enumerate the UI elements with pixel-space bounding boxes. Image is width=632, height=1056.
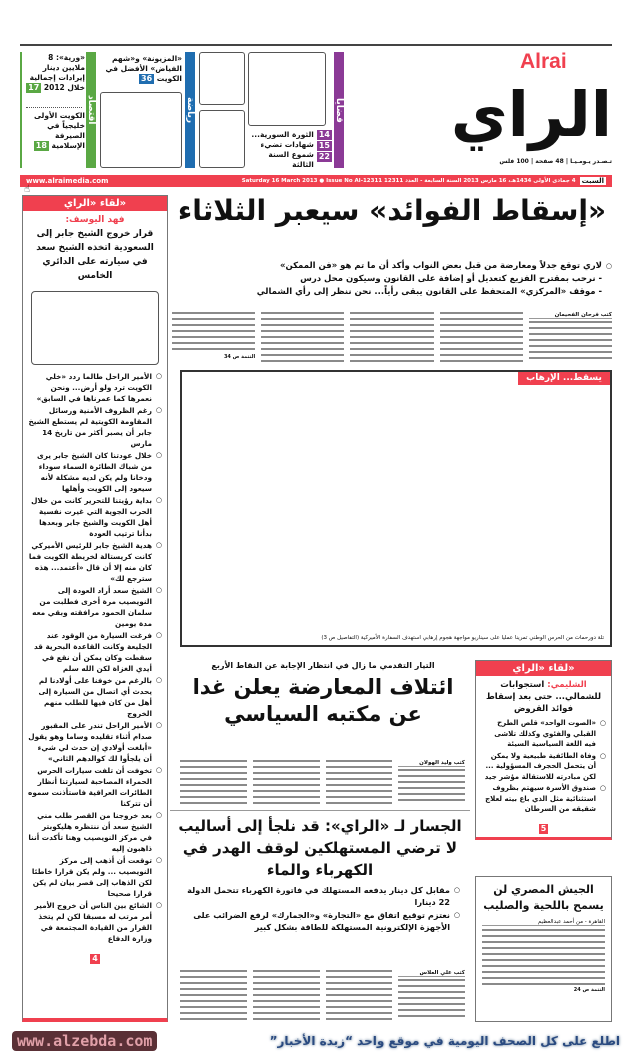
jassar-body [180, 970, 465, 1020]
bullet-item: ○ نعتزم توقيع اتفاق مع «التجارة» و«الجمارك» لرفع الضرائب على الأجهزة الإلكترونية المستهلكة للطاقة بشكل كبير [174, 909, 460, 933]
jassar-bullets [170, 881, 470, 933]
economy-teaser-text: الكويت الأولى خليجياً في الصيرفة الإسلامية [33, 111, 85, 150]
issues-photo [248, 52, 326, 126]
interview-name: الشليمي: [547, 680, 587, 690]
interview-headline[interactable]: استجوابات للشمالي... حتى بعد إسقاط فوائد القروض [485, 680, 602, 714]
website-link[interactable]: www.alraimedia.com [26, 177, 109, 185]
top-rule [20, 44, 612, 46]
economy-teaser-2[interactable] [23, 111, 85, 151]
footer-slogan: اطلع على كل الصحف اليومية في موقع واحد “زبدة الأخبار” [269, 1033, 620, 1048]
meta-line: تـصـدر يـومـيـا | 48 صفحة | 100 فلس [499, 158, 612, 165]
economy-teaser-text: «ورية»: 8 ملايين دينار إيرادات إجمالية خلال 2012 [29, 53, 85, 92]
section-issues: قضايا [334, 52, 344, 168]
interview-name: فهد اليوسف: [65, 215, 125, 225]
economy-teaser-1[interactable] [23, 53, 85, 93]
byline: كتب فرحان الفحيمان [529, 312, 612, 319]
photo-small-1 [199, 52, 245, 105]
interview-header: لقاء «الراي» [476, 661, 611, 676]
photo-small-2 [199, 110, 245, 168]
right-interview [475, 660, 612, 840]
bullet-item: ○ بالرغم من خوفنا على أولادنا لم يحدث أي اتصال من السيارة إلى أهل من كان فيها للطلب منهم الخروج [28, 675, 162, 719]
issues-teaser-text: الثورة السورية... شهادات تضيء شموع السنة الثالثة [251, 130, 314, 169]
bullet-item: ○ لاري توقع جدلاً ومعارضة من قبل بعض النواب وأكد أن ما تم هو «فن الممكن» [172, 260, 612, 272]
opposition-body [180, 760, 465, 805]
day-label: السبت [581, 177, 604, 185]
byline: كتب وليد الهولان [398, 760, 465, 767]
section-economy: اقتصاد [86, 52, 96, 168]
page-badge: 18 [35, 141, 47, 150]
interview-bullets [476, 718, 611, 815]
egypt-headline: الجيش المصري لن يسمح باللحية والصليب [483, 883, 604, 912]
page-badge: 36 [141, 74, 153, 83]
sports-photo [100, 92, 182, 168]
hand-pointer-icon: ☝ [24, 184, 31, 195]
bullet-item: ○ توقعت أن أذهب إلى مركز النويصيب ... ولم يكن قرارا خاطئا لكن الذهاب إلى قصر بيان لم يكن قرارا صحيحا [28, 855, 162, 899]
issues-teaser[interactable] [246, 130, 332, 170]
jassar-story[interactable] [170, 810, 470, 960]
bullet-item: - نرحب بمقترح الفزيع كتعديل أو إضافة على القانون وسيكون محل درس [300, 274, 602, 284]
interview-photo [31, 291, 159, 365]
bullet-item: ○ هدية الشيخ جابر للرئيس الأميركي كانت كريستالة لخريطة الكويت فما كان منه إلا أن قال «أعتمد... هذه سترجع لك» [28, 540, 162, 584]
bullet-item: ○ الأمير الراحل تندر على المقبور صدام أثناء تقليده وساما وهو يقول «أبلغت أولادي إن حدث لي شيء أن يلجأوا لك كوالدهم الثاني» [28, 720, 162, 764]
page-badge: 15 [318, 141, 330, 150]
sports-teaser[interactable] [100, 54, 182, 84]
photo-label: يسقط... الإرهاب [518, 372, 610, 385]
bullet-item: ○ وفاة الطائفية طبيعية ولا يمكن أن يتحمل الحجرف المسؤولية ... لكن مبادرته للاستقالة مؤشر جيد [481, 751, 606, 783]
jump-line: التتمة ص 24 [573, 987, 605, 993]
bullet-item: ○ مقابل كل دينار يدفعه المستهلك في فاتورة الكهرباء تتحمل الدولة 22 دينارا [174, 884, 460, 908]
masthead-logo [430, 50, 612, 168]
divider [26, 107, 82, 108]
bullet-item: ○ بداية رؤيتنا للتحرير كانت من خلال الحرب الجوية التي غيرت نفسية أهل الكويت والشيخ جابر وبعدها بدأنا ترتيب العودة [28, 495, 162, 539]
lead-headline[interactable]: «إسقاط الفوائد» سيعبر الثلاثاء [177, 194, 607, 227]
lead-photo [180, 370, 612, 647]
jassar-headline: الجسار لـ «الراي»: قد نلجأ إلى أساليب لا ترضي المستهلكين لوقف الهدر في الكهرباء والماء [178, 817, 462, 879]
page-badge: 14 [318, 130, 330, 139]
bullet-item: ○ صندوق الأسرة سيهتم بظروف استثنائية مثل الذي باع بيته لعلاج شقيقه من السرطان [481, 783, 606, 815]
section-sports: رياضة [185, 52, 195, 168]
bullet-item: ○ الشيخ سعد أراد العودة إلى النويصيب مرة أخرى فطلبت من سلمان الحمود مرافقته وبقي معه مدة يومين [28, 585, 162, 629]
interview-header: لقاء «الراي» [23, 196, 167, 211]
interview-headline[interactable]: قرار خروج الشيخ جابر إلى السعودية اتخذه الشيخ سعد في سيارته على الدائري الخامس [36, 229, 154, 281]
interview-bullets [23, 371, 167, 944]
bullet-item: ○ الأمير الراحل طالما ردد «خلي الكويت ترد ولو أرض... ونحن نعمرها كما عمرناها في السابق» [28, 371, 162, 404]
page-badge: 17 [28, 83, 40, 92]
sports-teaser-text: «المزيونة» و«شهم الفياض» الأفضل في الكويت [105, 54, 182, 83]
opposition-story[interactable] [178, 660, 468, 728]
bullet-item: ○ فرغت السيارة من الوقود عند الجليعة وكانت القاعدة البحرية قد سقطت وكان يمكن أن نقع في أيدي الغزاة لكن الله سلم [28, 630, 162, 674]
photo-caption: تلة دورحمات من الحرس الوطني تمرينا عمليا على سيناريو مواجهة هجوم إرهابي استهدف السفارة الأميركية (التفاصيل ص 3) [321, 635, 604, 641]
byline: كتب علي العلاس [398, 970, 465, 977]
page-badge: 22 [318, 152, 330, 161]
opposition-headline: ائتلاف المعارضة يعلن غدا عن مكتبه السياسي [192, 675, 454, 726]
bullet-item: ○ خلال عودتنا كان الشيخ جابر يرى من شباك الطائرة السماء سوداء ودخانا ولم يكن لديه مشكلة لأنه سيعود إلى الكويت وأهلها [28, 450, 162, 494]
bullet-item: ○ رغم الظروف الأمنية ورسائل المقاومة الكويتية لم يستطع الشيخ جابر أن يصبر أكثر من تاريخ 14 مارس [28, 405, 162, 449]
lead-bullets [172, 260, 612, 299]
logo-en: Alrai [520, 50, 567, 73]
left-interview [22, 195, 168, 1022]
byline: القاهرة - من أحمد عبدالعظيم [482, 919, 605, 926]
bullet-item: ○ «الصوت الواحد» قلص الطرح القبلي والفئوي وكذلك تلاشى فيه اللغة السياسية السيئة [481, 718, 606, 750]
footer-banner [0, 1025, 632, 1056]
bullet-item: ○ بعد خروجنا من القصر طلب مني الشيخ سعد أن ننتظره هليكوبتر في مركز النويصيب وهنا تأكدت أننا ذاهبون إليه [28, 810, 162, 854]
date-bar [20, 175, 612, 187]
bullet-item: - موقف «المركزي» المتحفظ على القانون يبقى رأياً... نحن ننظر إلى رأي الشمالي [256, 287, 602, 297]
dateline-text: 4 جمادى الأولى 1434هـ، 16 مارس 2013 السنة السابعة - العدد 12311 Saturday 16 March 2013 ● Issue No Al-12311 [241, 178, 576, 184]
egypt-story[interactable] [475, 876, 612, 1022]
bullet-item: ○ تخوفت أن تلفت سيارات الحرس الحمراء المصاحبة لسيارتنا أنظار الطائرات العراقية فاستأذنت سموه أن تتركنا [28, 765, 162, 809]
logo-ar: الراي [450, 78, 612, 151]
page-badge: 4 [92, 954, 98, 963]
jump-line: التتمة ص 34 [223, 354, 256, 360]
footer-url[interactable]: www.alzebda.com [12, 1031, 157, 1051]
lead-body [172, 312, 612, 364]
green-rule [20, 52, 22, 168]
page-badge: 5 [540, 823, 547, 833]
bullet-item: ○ الشائع بين الناس أن خروج الأمير أمر مرتب له مسبقا لكن لم يتخذ القرار من القيادة المجتمعة في وزارة الدفاع [28, 900, 162, 944]
kicker: التيار التقدمي ما زال في انتظار الإجابة عن النقاط الأربع [211, 661, 435, 670]
